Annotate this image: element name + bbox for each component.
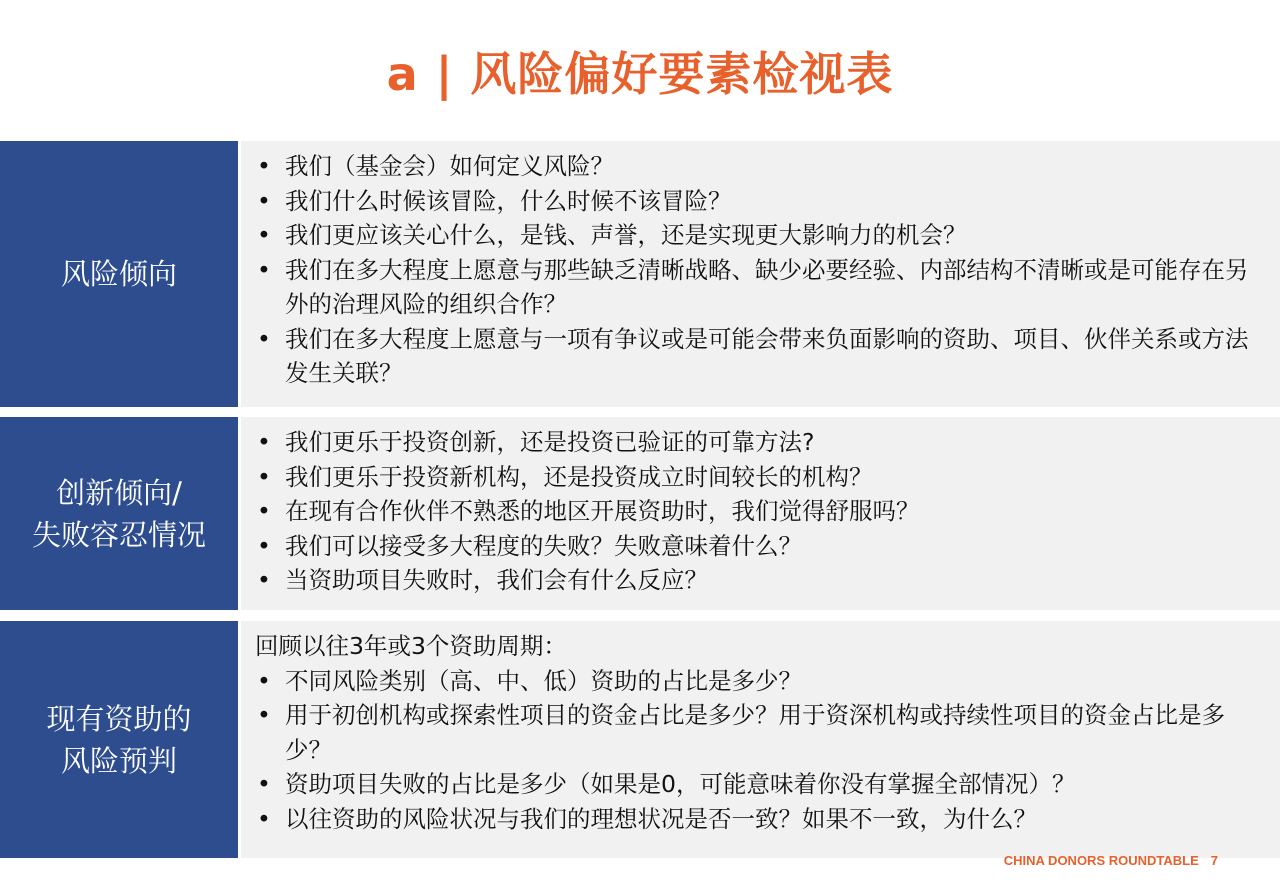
section-label bbox=[0, 141, 238, 407]
question-item: • 我们更乐于投资新机构，还是投资成立时间较长的机构？ bbox=[255, 460, 1266, 495]
section-label bbox=[0, 621, 238, 858]
footer bbox=[1004, 853, 1218, 868]
section-label bbox=[0, 417, 238, 610]
question-item: • 我们可以接受多大程度的失败？失败意味着什么？ bbox=[255, 529, 1266, 564]
question-item: • 我们在多大程度上愿意与一项有争议或是可能会带来负面影响的资助、项目、伙伴关系或方法发生关联？ bbox=[255, 322, 1266, 391]
section-content bbox=[241, 417, 1280, 610]
question-item: • 我们在多大程度上愿意与那些缺乏清晰战略、缺少必要经验、内部结构不清晰或是可能存在另外的治理风险的组织合作？ bbox=[255, 253, 1266, 322]
section-intro: 回顾以往3年或3个资助周期： bbox=[255, 632, 567, 660]
section-existing-grant-risk bbox=[0, 621, 1280, 858]
question-item: • 资助项目失败的占比是多少（如果是0，可能意味着你没有掌握全部情况）？ bbox=[255, 767, 1266, 802]
question-item: • 我们（基金会）如何定义风险？ bbox=[255, 149, 1266, 184]
question-item: • 在现有合作伙伴不熟悉的地区开展资助时，我们觉得舒服吗？ bbox=[255, 494, 1266, 529]
question-item: • 用于初创机构或探索性项目的资金占比是多少？用于资深机构或持续性项目的资金占比是多少？ bbox=[255, 698, 1266, 767]
section-risk-tendency bbox=[0, 141, 1280, 407]
page-title: a | 风险偏好要素检视表 bbox=[386, 47, 894, 101]
footer-org: CHINA DONORS ROUNDTABLE bbox=[1003, 853, 1199, 868]
question-item: • 我们更应该关心什么，是钱、声誉，还是实现更大影响力的机会？ bbox=[255, 218, 1266, 253]
question-list bbox=[255, 149, 1266, 391]
question-item: • 以往资助的风险状况与我们的理想状况是否一致？如果不一致，为什么？ bbox=[255, 802, 1266, 837]
section-label-line: 风险预判 bbox=[60, 743, 177, 778]
section-innovation-tolerance bbox=[0, 417, 1280, 610]
section-content bbox=[241, 141, 1280, 407]
section-label-line: 失败容忍情况 bbox=[31, 517, 206, 552]
question-list bbox=[255, 425, 1266, 598]
question-list bbox=[255, 664, 1266, 837]
question-item: • 不同风险类别（高、中、低）资助的占比是多少？ bbox=[255, 664, 1266, 699]
page-number: 7 bbox=[1210, 853, 1218, 868]
section-label-line: 现有资助的 bbox=[46, 701, 192, 736]
question-item: • 我们更乐于投资创新，还是投资已验证的可靠方法? bbox=[255, 425, 1266, 460]
section-label-line: 风险倾向 bbox=[60, 257, 177, 291]
question-item: • 当资助项目失败时，我们会有什么反应？ bbox=[255, 563, 1266, 598]
section-content bbox=[241, 621, 1280, 858]
question-item: • 我们什么时候该冒险，什么时候不该冒险？ bbox=[255, 184, 1266, 219]
section-label-line: 创新倾向/ bbox=[56, 475, 182, 510]
